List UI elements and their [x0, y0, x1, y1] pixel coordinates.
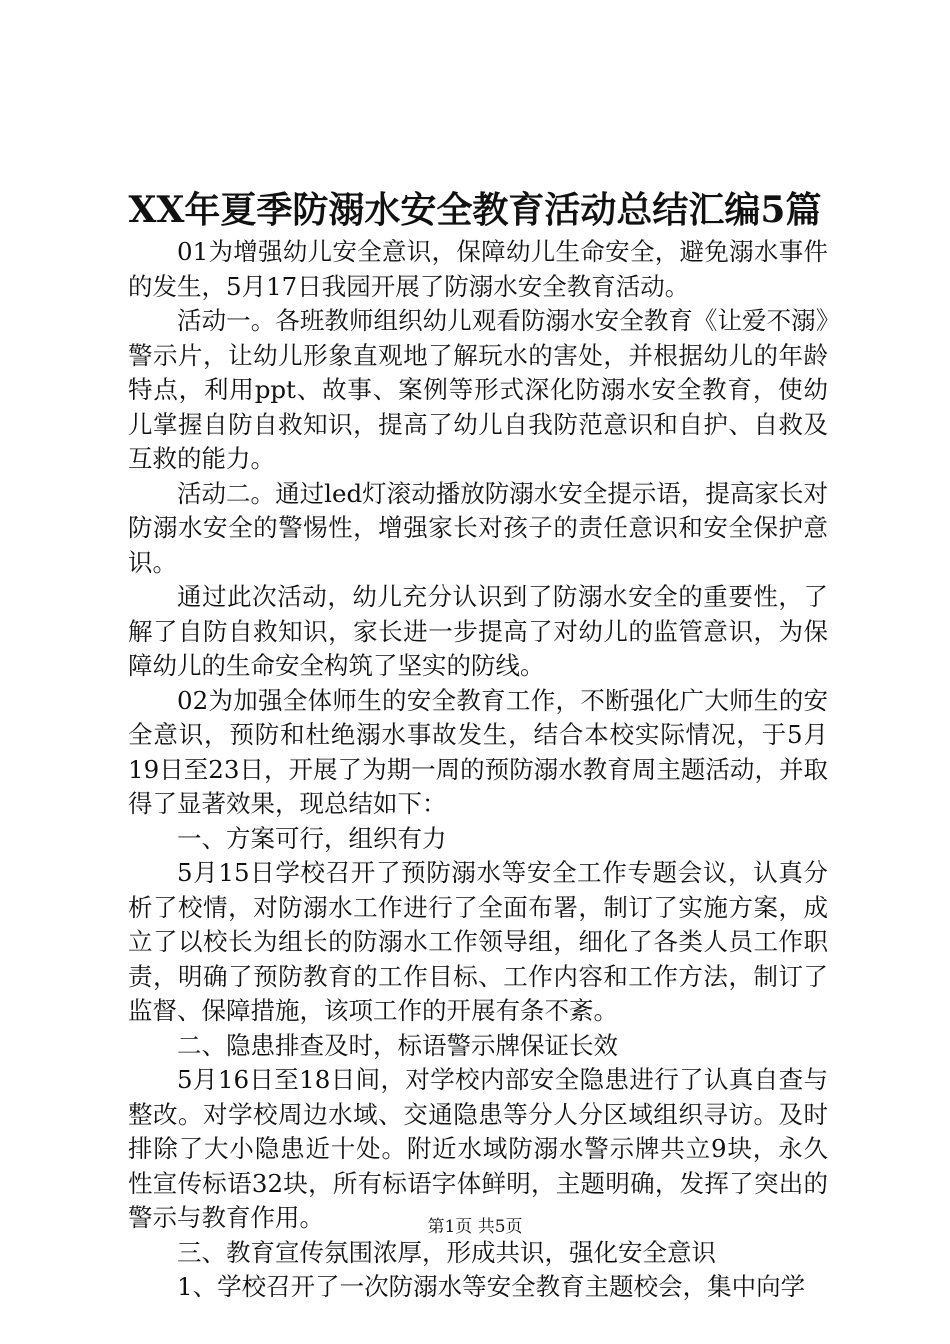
paragraph: 5月15日学校召开了预防溺水等安全工作专题会议，认真分析了校情，对防溺水工作进行了全面布署，制订了实施方案，成立了以校长为组长的防溺水工作领导组，细化了各类人员工作职责，明确了预防教育的工作目标、工作内容和工作方法，制订了监督、保障措施，该项工作的开展有条不紊。	[128, 858, 828, 1025]
document-title: XX年夏季防溺水安全教育活动总结汇编5篇	[128, 189, 822, 231]
section-heading: 三、教育宣传氛围浓厚，形成共识，强化安全意识	[177, 1237, 716, 1267]
document-body	[128, 235, 828, 1305]
page-footer: 第1页 共5页	[427, 1217, 523, 1237]
paragraph: 活动一。各班教师组织幼儿观看防溺水安全教育《让爱不溺》警示片，让幼儿形象直观地了解玩水的害处，并根据幼儿的年龄特点，利用ppt、故事、案例等形式深化防溺水安全教育，使幼儿掌握自防自救知识，提高了幼儿自我防范意识和自护、自救及互救的能力。	[128, 306, 828, 473]
paragraph: 01为增强幼儿安全意识，保障幼儿生命安全，避免溺水事件的发生，5月17日我园开展了防溺水安全教育活动。	[128, 237, 828, 301]
paragraph: 5月16日至18日间，对学校内部安全隐患进行了认真自查与整改。对学校周边水域、交通隐患等分人分区域组织寻访。及时排除了大小隐患近十处。附近水域防溺水警示牌共立9块，永久性宣传标语32块，所有标语字体鲜明，主题明确，发挥了突出的警示与教育作用。	[128, 1065, 828, 1232]
paragraph: 1、学校召开了一次防溺水等安全教育主题校会，集中向学	[177, 1272, 806, 1301]
paragraph: 02为加强全体师生的安全教育工作，不断强化广大师生的安全意识，预防和杜绝溺水事故发生，结合本校实际情况，于5月19日至23日，开展了为期一周的预防溺水教育周主题活动，并取得了显著效果，现总结如下：	[128, 685, 828, 818]
paragraph: 通过此次活动，幼儿充分认识到了防溺水安全的重要性，了解了自防自救知识，家长进一步提高了对幼儿的监管意识，为保障幼儿的生命安全构筑了坚实的防线。	[128, 582, 828, 680]
section-heading: 二、隐患排查及时，标语警示牌保证长效	[177, 1030, 618, 1060]
paragraph: 活动二。通过led灯滚动播放防溺水安全提示语，提高家长对防溺水安全的警惕性，增强家长对孩子的责任意识和安全保护意识。	[128, 478, 828, 577]
section-heading: 一、方案可行，组织有力	[177, 823, 447, 853]
